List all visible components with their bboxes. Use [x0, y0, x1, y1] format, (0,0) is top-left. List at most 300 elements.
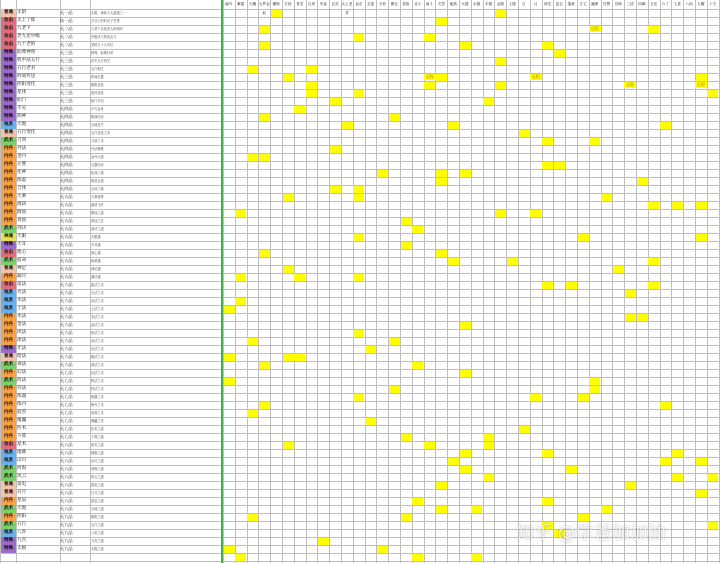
- highlight-cell: [460, 370, 471, 377]
- row-name: 地脉: [17, 450, 27, 455]
- row-name: 机中法五行: [17, 58, 40, 63]
- row-name: 天地: [17, 506, 27, 511]
- highlight-cell: [247, 338, 258, 345]
- row-tag: 特殊: [1, 97, 16, 105]
- row-name: 符法: [17, 386, 27, 391]
- row-name: 宿命: [17, 258, 27, 263]
- highlight-cell: [377, 546, 388, 553]
- row-tag: 特殊: [1, 537, 16, 545]
- row-name: 大乘: [17, 194, 27, 199]
- highlight-cell: [353, 34, 364, 41]
- row-name: 元婴: [17, 162, 27, 167]
- row-name: 风云: [17, 474, 27, 479]
- highlight-cell: [578, 394, 589, 401]
- highlight-cell: [235, 298, 246, 305]
- row-tag: 内丹: [1, 209, 16, 217]
- highlight-cell: [283, 354, 294, 361]
- row-tag: 内丹: [1, 321, 16, 329]
- row-description: 卜算之道: [91, 435, 104, 439]
- highlight-cell: [660, 122, 671, 129]
- highlight-cell: [401, 514, 412, 521]
- highlight-cell: [436, 506, 447, 513]
- row-rank: 无三品: [60, 74, 73, 79]
- column-header: 蓬莱: [567, 2, 575, 6]
- row-description: 炼器之术: [91, 395, 104, 399]
- row-tag: 内丹: [1, 201, 16, 209]
- row-name: 光法: [17, 346, 27, 351]
- row-rank: 无六品: [60, 354, 73, 359]
- row-tag: 地灵: [1, 297, 16, 305]
- row-name: 九宫: [17, 538, 27, 543]
- row-name: 毒法: [17, 362, 27, 367]
- row-rank: 无七品: [60, 370, 73, 375]
- row-name: 金丹: [17, 154, 27, 159]
- highlight-cell: [412, 362, 423, 369]
- row-description: 九宫之道: [91, 539, 104, 543]
- row-name: 木法: [17, 314, 27, 319]
- row-tag: 地灵: [1, 121, 16, 129]
- row-tag: 特殊: [1, 49, 16, 57]
- row-tag: 特殊: [1, 545, 16, 553]
- highlight-cell: [436, 74, 447, 81]
- row-description: 渡劫飞升: [91, 203, 104, 207]
- row-rank: 无五品: [60, 258, 73, 263]
- row-tag: 普通: [1, 265, 16, 273]
- row-tag: 地灵: [1, 457, 16, 465]
- row-rank: 仙一品: [60, 18, 73, 23]
- row-rank: 无七品: [60, 402, 73, 407]
- highlight-cell: [637, 178, 648, 185]
- highlight-cell: [483, 98, 494, 105]
- highlight-cell: [460, 170, 471, 177]
- column-header: 地煞: [449, 2, 457, 6]
- row-tag: 地灵: [1, 289, 16, 297]
- highlight-cell: [401, 218, 412, 225]
- row-description: 炼丹之术: [91, 403, 104, 407]
- row-rank: 无八品: [60, 498, 73, 503]
- row-rank: 无九品: [60, 538, 73, 543]
- row-tag: 普通: [1, 129, 16, 137]
- row-rank: 无四品: [60, 154, 73, 159]
- column-header: 南斗: [425, 2, 434, 6]
- row-rank: 无九品: [60, 514, 73, 519]
- highlight-cell: [330, 186, 341, 193]
- row-description: 光法之术: [91, 347, 104, 351]
- row-description: 九老下以化武大的相对: [91, 27, 123, 31]
- highlight-cell: [259, 26, 270, 33]
- ranged-label: 远程: [590, 26, 599, 31]
- highlight-cell: [424, 82, 435, 89]
- row-name: 雷电: [17, 482, 27, 487]
- highlight-cell: [672, 202, 683, 209]
- row-description: 地脉之道: [91, 451, 104, 455]
- row-name: 阴阳: [17, 514, 27, 519]
- row-tag: 武术: [1, 377, 16, 385]
- row-tag: 内丹: [1, 273, 16, 281]
- row-description: 冰法之术: [91, 339, 104, 343]
- row-rank: 无四品: [60, 162, 73, 167]
- highlight-cell: [436, 18, 447, 25]
- highlight-cell: [589, 378, 600, 385]
- row-description: 火法之术: [91, 291, 104, 295]
- row-rank: 无七品: [60, 378, 73, 383]
- row-rank: 无五品: [60, 194, 73, 199]
- watermark: 知乎 @学爸加加油: [516, 523, 666, 544]
- row-rank: 无七品: [60, 426, 73, 431]
- highlight-cell: [224, 378, 235, 385]
- row-description: 太极之道: [91, 547, 104, 551]
- highlight-cell: [448, 458, 459, 465]
- row-description: 神足通: [91, 267, 101, 271]
- row-description: 水法之术: [91, 299, 104, 303]
- column-header: 北斗: [414, 2, 422, 6]
- highlight-cell: [625, 314, 636, 321]
- highlight-cell: [353, 186, 364, 193]
- row-rank: 无八品: [60, 506, 73, 511]
- highlight-cell: [247, 410, 258, 417]
- row-rank: 无五品: [60, 250, 73, 255]
- row-tag: 内丹: [1, 401, 16, 409]
- highlight-cell: [259, 402, 270, 409]
- highlight-cell: [519, 130, 530, 137]
- column-header: 天魔: [248, 2, 257, 6]
- row-tag: 内丹: [1, 169, 16, 177]
- row-name: 土法: [17, 306, 27, 311]
- row-description: 星辰之道: [91, 499, 104, 503]
- highlight-cell: [696, 74, 707, 81]
- row-description: 刀剑之术: [91, 139, 104, 143]
- row-tag: 武术: [1, 137, 16, 145]
- row-description: 大乘境界: [91, 195, 104, 199]
- column-header: 火德: [461, 2, 469, 6]
- highlight-cell: [283, 194, 294, 201]
- highlight-cell: [589, 138, 600, 145]
- row-rank: 无三品: [60, 98, 73, 103]
- row-name: 天地: [17, 122, 27, 127]
- row-name: 八卦: [17, 530, 27, 535]
- row-rank: 无三品: [60, 82, 73, 87]
- highlight-cell: [412, 554, 423, 561]
- row-rank: 无六品: [60, 362, 73, 367]
- row-name: 神足: [17, 266, 27, 271]
- row-name: 炼丹: [17, 402, 27, 407]
- row-rank: 无三品: [60, 58, 73, 63]
- row-rank: 无五品: [60, 242, 73, 247]
- row-description: 太阴，神仙九大道道之一: [91, 11, 127, 15]
- row-name: 他心: [17, 250, 27, 255]
- highlight-cell: [259, 114, 270, 121]
- row-description: 八卦之道: [91, 531, 104, 535]
- row-tag: 地灵: [1, 305, 16, 313]
- column-header: 玄武: [331, 2, 339, 6]
- column-header: 方丈: [579, 2, 587, 6]
- row-name: 时间传送: [17, 74, 36, 79]
- row-description: 木法之术: [91, 315, 104, 319]
- row-tag: 普通: [1, 481, 16, 489]
- column-header: 白虎: [307, 2, 316, 6]
- row-tag: 攻击: [1, 41, 16, 49]
- highlight-cell: [542, 162, 553, 169]
- highlight-cell: [483, 474, 494, 481]
- row-description: 阴神出窍: [91, 115, 104, 119]
- highlight-cell: [707, 522, 718, 529]
- row-name: 暗法: [17, 354, 27, 359]
- row-tag: 地灵: [1, 449, 16, 457]
- row-rank: 无五品: [60, 274, 73, 279]
- highlight-cell: [589, 386, 600, 393]
- row-name: 阵法: [17, 378, 27, 383]
- row-name: 水法: [17, 298, 27, 303]
- row-tag: 武术: [1, 257, 16, 265]
- column-header: 岱舆: [602, 2, 611, 6]
- row-name: 星体: [17, 90, 27, 95]
- highlight-cell: [353, 90, 364, 97]
- row-description: 特殊，仙尊行时: [91, 51, 114, 55]
- column-header: 木德: [484, 2, 493, 6]
- highlight-cell: [259, 362, 270, 369]
- row-name: 刀剑: [17, 138, 27, 143]
- column-header: 昆仑: [555, 2, 563, 6]
- row-name: 天耳: [17, 242, 27, 247]
- row-name: 炼器: [17, 394, 27, 399]
- row-tag: 攻击: [1, 17, 16, 25]
- row-rank: 无七品: [60, 394, 73, 399]
- row-description: 医术之道: [91, 427, 104, 431]
- grid-hline: [0, 561, 720, 562]
- row-rank: 无五品: [60, 226, 73, 231]
- row-description: 老的九十大对位: [91, 43, 114, 47]
- row-name: 老九伏中级: [17, 34, 40, 39]
- highlight-cell: [259, 42, 270, 49]
- row-description: 五行变化之术: [91, 131, 111, 135]
- highlight-cell: [365, 346, 376, 353]
- highlight-cell: [294, 106, 305, 113]
- row-name: 卜算: [17, 434, 27, 439]
- highlight-cell: [271, 10, 282, 17]
- row-tag: 内丹: [1, 177, 16, 185]
- row-description: 日月之道: [91, 491, 104, 495]
- highlight-cell: [436, 170, 447, 177]
- highlight-cell: [696, 458, 707, 465]
- row-rank: 无七品: [60, 418, 73, 423]
- highlight-cell: [247, 514, 258, 521]
- highlight-cell: [224, 546, 235, 553]
- highlight-cell: [353, 394, 364, 401]
- column-header: 大罗金仙: [258, 2, 270, 15]
- row-tag: 攻击: [1, 25, 16, 33]
- column-header: 日: [522, 2, 526, 6]
- ranged-label: 远程: [425, 74, 434, 79]
- column-header: 土德: [508, 2, 516, 6]
- column-header: 紫霞: [237, 2, 245, 6]
- highlight-cell: [542, 498, 553, 505]
- row-description: 驭兽之术: [91, 411, 104, 415]
- row-rank: 无四品: [60, 138, 73, 143]
- highlight-cell: [471, 506, 482, 513]
- highlight-cell: [601, 506, 612, 513]
- row-rank: 无八品: [60, 442, 73, 447]
- row-rank: 无四品: [60, 178, 73, 183]
- column-header: 十方: [709, 2, 717, 6]
- highlight-cell: [283, 266, 294, 273]
- highlight-cell: [495, 10, 506, 17]
- highlight-cell: [460, 450, 471, 457]
- row-rank: 无三品: [60, 50, 73, 55]
- row-description: 金法之术: [91, 323, 104, 327]
- row-description: 法中五行机关: [91, 59, 111, 63]
- row-tag: 神通: [1, 233, 16, 241]
- row-tag: 内丹: [1, 417, 16, 425]
- row-rank: 无七品: [60, 386, 73, 391]
- row-tag: 内丹: [1, 513, 16, 521]
- row-tag: 特殊: [1, 241, 16, 249]
- highlight-cell: [495, 58, 506, 65]
- column-header: 月: [533, 2, 538, 6]
- row-description: 毒法之术: [91, 363, 104, 367]
- row-name: 五行老君: [17, 66, 36, 71]
- row-rank: 无六品: [60, 290, 73, 295]
- row-rank: 无七品: [60, 434, 73, 439]
- highlight-cell: [235, 274, 246, 281]
- row-name: 仙尊神将: [17, 50, 36, 55]
- row-tag: 内丹: [1, 385, 16, 393]
- highlight-cell: [283, 74, 294, 81]
- highlight-cell: [224, 306, 235, 313]
- row-tag: 武术: [1, 361, 16, 369]
- highlight-cell: [377, 170, 388, 177]
- highlight-cell: [542, 42, 553, 49]
- highlight-cell: [625, 482, 636, 489]
- row-tag: 内丹: [1, 497, 16, 505]
- column-header: 星宿: [402, 2, 410, 6]
- row-name: 河海: [17, 466, 27, 471]
- highlight-cell: [294, 354, 305, 361]
- row-tag: 内丹: [1, 393, 16, 401]
- row-rank: 无四品: [60, 186, 73, 191]
- row-rank: 无八品: [60, 482, 73, 487]
- highlight-cell: [707, 474, 718, 481]
- highlight-cell: [625, 290, 636, 297]
- row-description: 风法之术: [91, 331, 104, 335]
- row-name: 炼虚: [17, 178, 27, 183]
- row-tag: 内丹: [1, 337, 16, 345]
- row-description: 炼虚合道: [91, 179, 104, 183]
- highlight-cell: [224, 354, 235, 361]
- highlight-cell: [483, 434, 494, 441]
- row-name: 五行: [17, 522, 27, 527]
- highlight-cell: [247, 66, 258, 73]
- highlight-cell: [412, 226, 423, 233]
- row-rank: 无一品: [60, 10, 73, 15]
- row-name: 傀儡: [17, 418, 27, 423]
- column-header: 金光: [355, 2, 363, 6]
- row-rank: 无二品: [60, 34, 73, 39]
- column-header: 九曜: [697, 2, 705, 6]
- row-rank: 无六品: [60, 338, 73, 343]
- highlight-cell: [353, 234, 364, 241]
- highlight-cell: [436, 482, 447, 489]
- highlight-cell: [648, 202, 659, 209]
- row-tag: 普通: [1, 353, 16, 361]
- row-description: 仙门开启: [91, 99, 104, 103]
- row-rank: 无二品: [60, 42, 73, 47]
- row-tag: 内丹: [1, 185, 16, 193]
- row-tag: 内丹: [1, 217, 16, 225]
- highlight-cell: [389, 114, 400, 121]
- row-description: 散仙之道: [91, 211, 104, 215]
- row-description: 星体变化: [91, 91, 104, 95]
- highlight-cell: [554, 50, 565, 57]
- row-rank: 无六品: [60, 298, 73, 303]
- row-description: 阴阳之道: [91, 515, 104, 519]
- row-description: 傀儡之术: [91, 419, 104, 423]
- row-description: 星术之道: [91, 443, 104, 447]
- row-tag: 攻击: [1, 249, 16, 257]
- column-header: 天机: [378, 2, 386, 6]
- ranged-label: 远程: [626, 82, 635, 87]
- row-name: 火法: [17, 290, 27, 295]
- row-rank: 无八品: [60, 490, 73, 495]
- row-description: 阵法之术: [91, 379, 104, 383]
- row-tag: 武术: [1, 473, 16, 481]
- highlight-cell: [283, 442, 294, 449]
- row-tag: 特殊: [1, 73, 16, 81]
- row-description: 阴阳变化: [91, 83, 104, 87]
- column-header: 员峤: [614, 2, 622, 6]
- highlight-cell: [613, 266, 624, 273]
- row-description: 中级伏力的攻击力: [91, 35, 117, 39]
- column-header: 五岳: [650, 2, 658, 6]
- row-name: 九老下: [17, 26, 31, 31]
- row-tag: 特殊: [1, 113, 16, 121]
- highlight-cell: [318, 538, 329, 545]
- column-divider: [221, 0, 223, 563]
- row-tag: 特殊: [1, 57, 16, 65]
- highlight-cell: [389, 338, 400, 345]
- highlight-cell: [448, 122, 459, 129]
- column-header: 六丁: [661, 2, 670, 6]
- highlight-cell: [389, 386, 400, 393]
- row-tag: 内丹: [1, 145, 16, 153]
- row-rank: 无五品: [60, 234, 73, 239]
- row-tag: 特殊: [1, 89, 16, 97]
- row-name: 山川: [17, 458, 27, 463]
- row-rank: 无五品: [60, 210, 73, 215]
- highlight-cell: [542, 450, 553, 457]
- column-header: 青龙: [296, 2, 304, 6]
- highlight-cell: [306, 82, 317, 89]
- row-rank: 无四品: [60, 130, 73, 135]
- highlight-cell: [648, 258, 659, 265]
- row-name: 散仙: [17, 210, 27, 215]
- highlight-cell: [696, 202, 707, 209]
- row-tag: 内丹: [1, 329, 16, 337]
- row-name: 驭兽: [17, 410, 27, 415]
- highlight-cell: [660, 458, 671, 465]
- highlight-cell: [330, 98, 341, 105]
- highlight-cell: [637, 314, 648, 321]
- highlight-cell: [460, 42, 471, 49]
- row-name: 阴阳变化: [17, 82, 36, 87]
- highlight-cell: [471, 554, 482, 561]
- highlight-cell: [353, 194, 364, 201]
- highlight-cell: [448, 258, 459, 265]
- column-header: 水德: [473, 2, 481, 6]
- row-tag: 内丹: [1, 409, 16, 417]
- highlight-cell: [507, 258, 518, 265]
- column-header: 瀛洲: [591, 2, 599, 6]
- row-tag: 普通: [1, 489, 16, 497]
